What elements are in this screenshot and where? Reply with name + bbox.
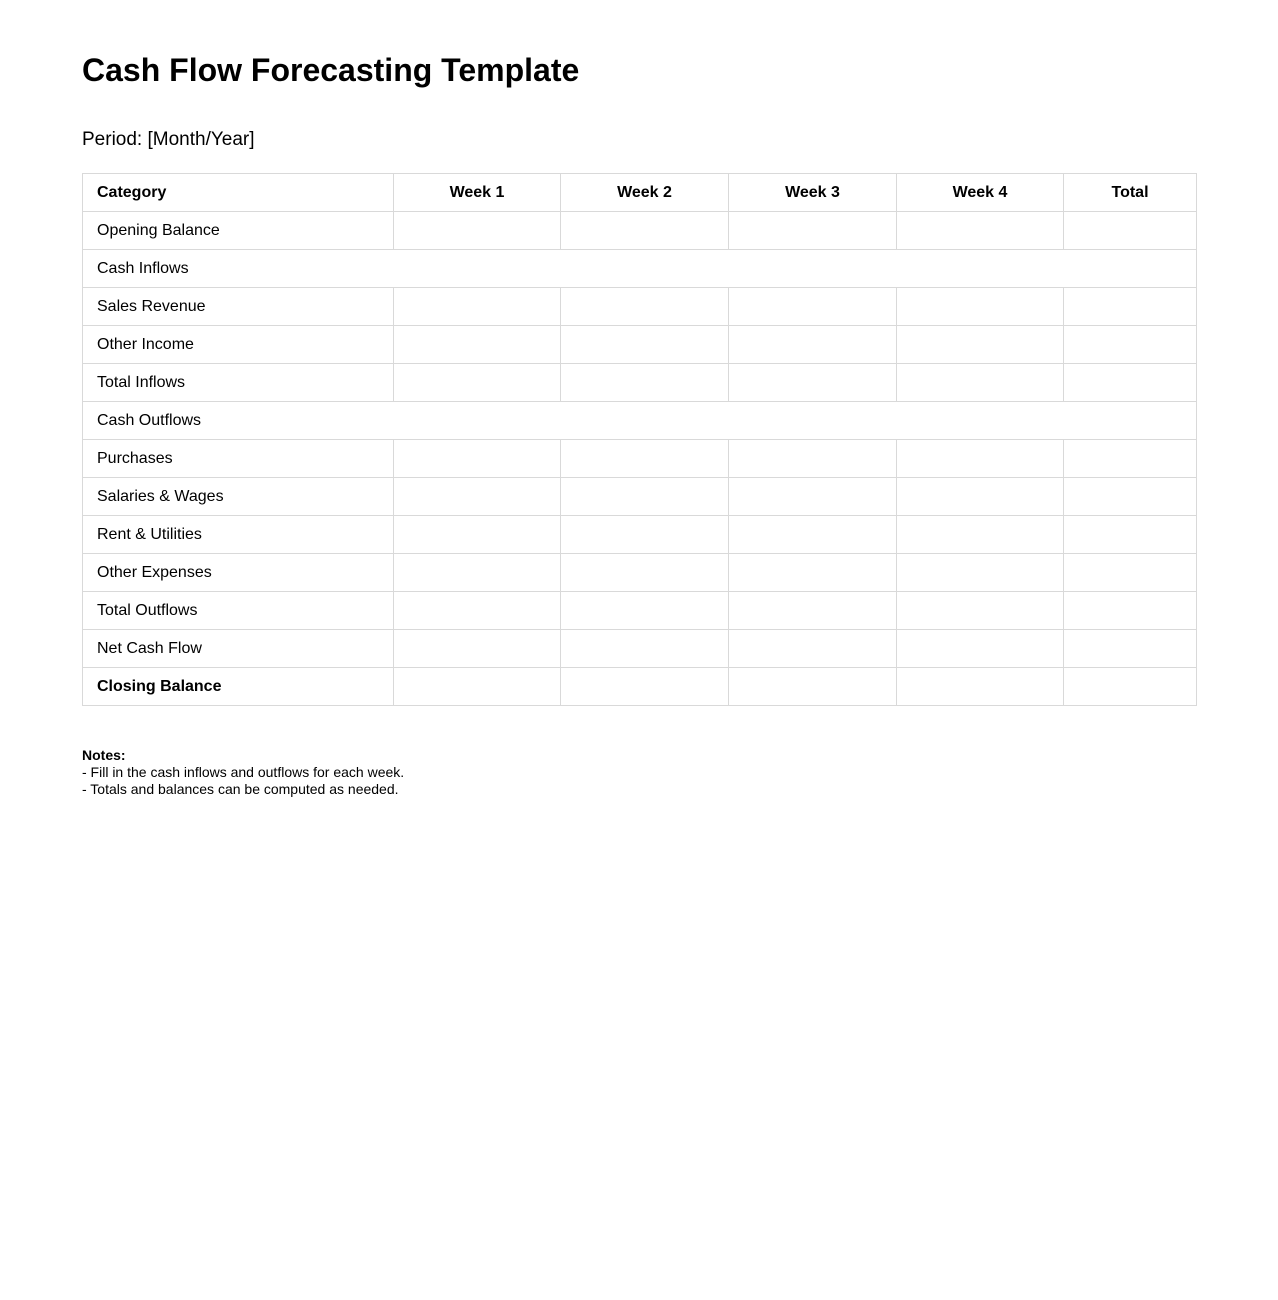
cell-week-4[interactable] <box>897 630 1064 668</box>
cell-week-1[interactable] <box>394 326 561 364</box>
row-label: Closing Balance <box>83 668 394 706</box>
table-row <box>83 250 1197 288</box>
cell-total[interactable] <box>1064 478 1197 516</box>
cell-total[interactable] <box>1064 364 1197 402</box>
cell-week-1[interactable] <box>394 440 561 478</box>
cell-week-2[interactable] <box>561 326 729 364</box>
table-row <box>83 630 1197 668</box>
cell-total[interactable] <box>1064 592 1197 630</box>
row-label: Salaries & Wages <box>83 478 394 516</box>
table-row <box>83 554 1197 592</box>
cell-week-2[interactable] <box>561 630 729 668</box>
cell-week-3[interactable] <box>729 592 897 630</box>
cell-week-2[interactable] <box>561 440 729 478</box>
page-title: Cash Flow Forecasting Template <box>82 52 580 88</box>
cell-total[interactable] <box>1064 440 1197 478</box>
cell-total[interactable] <box>1064 630 1197 668</box>
cell-week-1[interactable] <box>394 554 561 592</box>
section-label: Cash Outflows <box>83 402 1197 440</box>
notes-line: - Totals and balances can be computed as needed. <box>82 781 399 797</box>
row-label: Total Inflows <box>83 364 394 402</box>
cell-week-2[interactable] <box>561 364 729 402</box>
table-row <box>83 364 1197 402</box>
cell-week-4[interactable] <box>897 668 1064 706</box>
notes-title: Notes: <box>82 747 126 763</box>
cell-week-2[interactable] <box>561 478 729 516</box>
cell-week-1[interactable] <box>394 592 561 630</box>
cell-week-4[interactable] <box>897 592 1064 630</box>
table-row <box>83 402 1197 440</box>
header-week-3: Week 3 <box>729 174 897 212</box>
table-row <box>83 478 1197 516</box>
row-label: Purchases <box>83 440 394 478</box>
cell-week-3[interactable] <box>729 364 897 402</box>
notes-line: - Fill in the cash inflows and outflows for each week. <box>82 764 405 780</box>
table-row <box>83 326 1197 364</box>
table-row <box>83 592 1197 630</box>
cell-week-1[interactable] <box>394 212 561 250</box>
cell-total[interactable] <box>1064 516 1197 554</box>
row-label: Net Cash Flow <box>83 630 394 668</box>
table-row <box>83 668 1197 706</box>
table-row <box>83 516 1197 554</box>
table-row <box>83 440 1197 478</box>
cell-week-4[interactable] <box>897 212 1064 250</box>
cell-week-2[interactable] <box>561 212 729 250</box>
cell-week-4[interactable] <box>897 326 1064 364</box>
row-label: Other Income <box>83 326 394 364</box>
cell-week-3[interactable] <box>729 326 897 364</box>
header-total: Total <box>1064 174 1197 212</box>
cell-week-4[interactable] <box>897 440 1064 478</box>
cell-week-1[interactable] <box>394 668 561 706</box>
cell-week-4[interactable] <box>897 554 1064 592</box>
header-week-1: Week 1 <box>394 174 561 212</box>
cell-week-4[interactable] <box>897 478 1064 516</box>
cell-week-2[interactable] <box>561 288 729 326</box>
cell-total[interactable] <box>1064 212 1197 250</box>
cell-week-3[interactable] <box>729 440 897 478</box>
cash-flow-table <box>82 173 1197 706</box>
header-category: Category <box>83 174 394 212</box>
cell-week-4[interactable] <box>897 516 1064 554</box>
cell-week-3[interactable] <box>729 668 897 706</box>
row-label: Opening Balance <box>83 212 394 250</box>
table-row <box>83 288 1197 326</box>
cell-week-1[interactable] <box>394 516 561 554</box>
cell-week-2[interactable] <box>561 592 729 630</box>
cell-total[interactable] <box>1064 288 1197 326</box>
cell-total[interactable] <box>1064 326 1197 364</box>
notes-section <box>82 747 1196 798</box>
cell-week-2[interactable] <box>561 516 729 554</box>
cell-week-3[interactable] <box>729 554 897 592</box>
cell-week-4[interactable] <box>897 364 1064 402</box>
header-week-2: Week 2 <box>561 174 729 212</box>
table-row <box>83 212 1197 250</box>
cell-week-3[interactable] <box>729 516 897 554</box>
table-body <box>83 212 1197 706</box>
cell-week-3[interactable] <box>729 630 897 668</box>
period-label: Period: [Month/Year] <box>82 129 255 150</box>
cell-week-1[interactable] <box>394 478 561 516</box>
row-label: Other Expenses <box>83 554 394 592</box>
table-header-row <box>83 174 1197 212</box>
row-label: Sales Revenue <box>83 288 394 326</box>
cell-week-1[interactable] <box>394 630 561 668</box>
row-label: Total Outflows <box>83 592 394 630</box>
cell-week-4[interactable] <box>897 288 1064 326</box>
cell-week-1[interactable] <box>394 288 561 326</box>
cell-week-3[interactable] <box>729 288 897 326</box>
header-week-4: Week 4 <box>897 174 1064 212</box>
cell-week-3[interactable] <box>729 478 897 516</box>
section-label: Cash Inflows <box>83 250 1197 288</box>
row-label: Rent & Utilities <box>83 516 394 554</box>
cell-week-1[interactable] <box>394 364 561 402</box>
cell-total[interactable] <box>1064 668 1197 706</box>
cell-total[interactable] <box>1064 554 1197 592</box>
cell-week-2[interactable] <box>561 554 729 592</box>
cell-week-2[interactable] <box>561 668 729 706</box>
cell-week-3[interactable] <box>729 212 897 250</box>
